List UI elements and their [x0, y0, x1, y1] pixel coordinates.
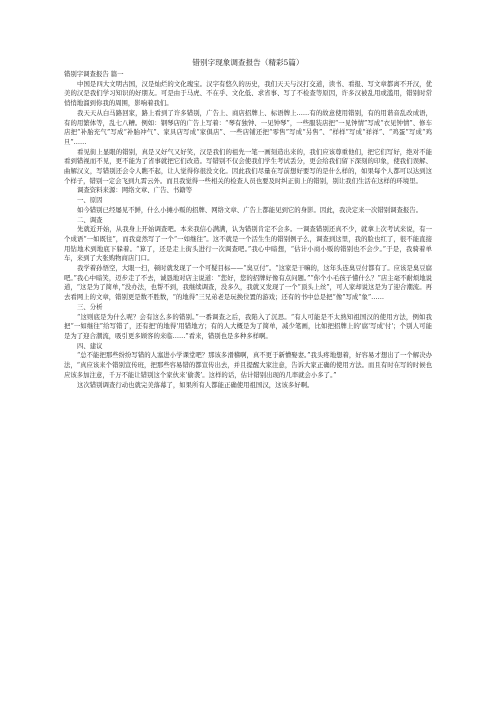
paragraph: 三、分析: [77, 302, 103, 311]
paragraph: “总不能把那些纷纷写错的人塞进小学课堂吧？那该多滑稽啊，真不更于新懵娶妻。”我头疼地想着，好容易才想出了一个解决办法，“真应该来个错别宣传班，把那些容易错的都宣传出去，并且提醒大家注意，告诉大家正确的使用方法。而且有时在写的时候也应该多加注意，千万不能让错别这个家伙来‘偷袭’。这样的话，估计错别出现的几率就会小多了。”: [64, 351, 432, 379]
paragraph: 我天天从白马路回家，路上看到了许多错别，广告上、商店招牌上、标语牌上……有的故意使用错别，有的用谐音乱改成语，有的用繁体等，乱七八糟。例如：钢琴店的广告上写着：“琴有独钟、一见钟琴”，一些服装店把“一见钟情”写成“衣见钟情”、修车店把“补胎充气”写成“补胎冲气”、家具店写成“家俱店”、一些店铺还把“零售”写成“另售”、“样样”写成“祥祥”、“鸡蛋”写成“鸡旦”……: [64, 108, 432, 146]
paragraph: 如今错别已经屡见不鲜，什么小摊小贩的招牌、网络文章、广告上都能见到它的身影。因此，我决定来一次错别调查报告。: [77, 205, 423, 214]
document-title: 错别字现象调查报告（精彩5篇）: [192, 58, 304, 67]
paragraph: 我学着孙悟空，大眼一扫，顿时就发现了一个可疑目标——“臭豆付”。“这家是干嘛的，这年头连臭豆付都有了。应该是臭豆腐吧。”我心中暗笑，迈步走了不去，诚恳地对店主说道：“您好，您的招牌好像有点问题。”“你个小毛孩子懂什么？”店主毫不耐烦地说道，“这是为了简单，”没办法，也帮不到，我继续调查，没多久，我就又发现了一个“顶头上丝”，可人家却说这是为了迎合潮流。再去看网上的文章，错别更是数不胜数，“的地得”三兄弟老是玩换位置的游戏；还有的书中总是把“像”写成“象”……: [64, 264, 432, 302]
paragraph: 看见街上显眼的错别，真是又好气又好笑，汉是我们的祖先一笔一画刻造出来的，我们应该尊重他们，把它们写好，绝对不能看到错视而不见，更不能为了省事就把它们改造。写错别不仅会使我们学生考试丢分，更会给我们留下深刻的印象，使我们误解、曲解汉义，写错别还会令人瞧不起，让人觉得你很没文化。因此我们尽量在写前想好要写的是什么样的，如果每个人都可以达到这个样子，错别一定会飞到九霄云外。而且我觉得一些相关的检查人员也要及时纠正街上的错别，别让我们生活在这样的环境里。: [64, 147, 432, 185]
paragraph: 错别字调查报告 篇一: [64, 70, 124, 78]
paragraph: 调查资料来源：网络文章、广告、书籍等: [77, 186, 193, 195]
paragraph: 四、建议: [77, 341, 103, 350]
paragraph: “这则底是为什么呢？会有这么多的错别。”一番调查之后，我陷入了沉思。“有人可能是不太熟知祖国汉的使用方法，例如我把“一如继往”给写错了，还有把'的地得'用错地方；有的人大概是为了简单，减少笔画，比如把招牌上的'腐'写成'付'；个别人可能是为了迎合潮流，吸引更多顾客的来临……”看来，错别也是多种多样啊。: [64, 312, 432, 340]
paragraph: 一、原因: [77, 196, 103, 205]
paragraph: 这次错别调查行动也就完美落幕了，如果所有人都能正确使用祖国汉，这该多好啊。: [77, 380, 314, 389]
paragraph: 中国是四大文明古国，汉是灿烂的文化瑰宝。汉字有悠久的历史，我们天天与汉打交道，读书、看报、写文章都离不开汉，优美的汉是我们学习知识的好朋友。可是由于马虎、不在乎、文化低、求省事、写了不检查等原因，许多汉被乱用或滥用，错别时常悄悄地溜到你我的周围，影响着我们。: [64, 79, 432, 108]
paragraph: 先就近开始，从我身上开始调查吧。本来我信心满满，认为错别肯定不会多。一调查错别还真不少，就拿上次考试来说，有一个成语“一如既往”，而我竟然写了一个“一如继往”。这不就是一个活生生的错别例子么，调查到这里，我的脸也红了，很不能直接用钻地术到地底下躲着。“算了，还是走上街头进行一次调查吧。”我心中暗想，“估计小商小贩的错别也不会少。”于是，我骑着单车，来到了大张购物商店门口。: [64, 225, 432, 263]
document-body: [64, 70, 432, 390]
paragraph: 二、调查: [77, 215, 103, 224]
